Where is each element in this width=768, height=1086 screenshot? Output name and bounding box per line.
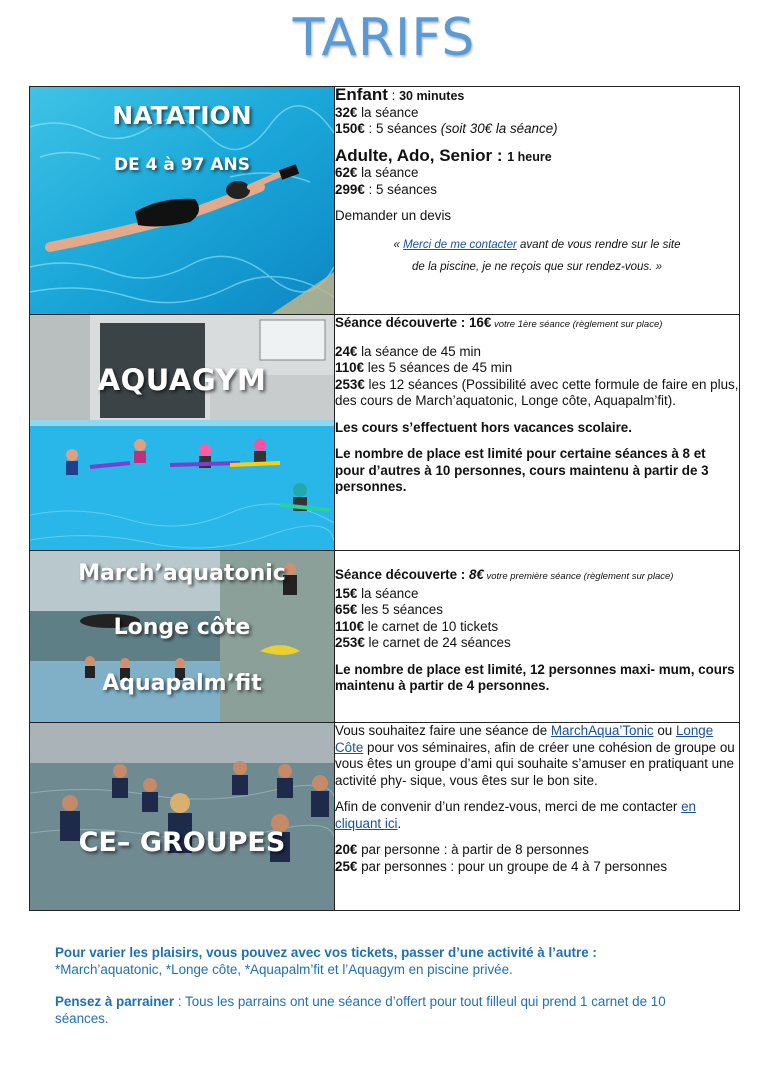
row-aquagym xyxy=(30,315,740,551)
price: 253€ xyxy=(335,376,365,392)
groupes-photo-cell xyxy=(30,723,335,911)
ce-groupes-label: CE– GROUPES xyxy=(78,827,286,858)
decouverte-heading: Séance découverte : xyxy=(335,315,469,330)
row-groupes xyxy=(30,723,740,911)
price: 15€ xyxy=(335,585,358,601)
price-label: la séance xyxy=(357,104,419,120)
natation-label: NATATION xyxy=(112,101,252,130)
price-label: les 5 séances de 45 min xyxy=(364,360,513,375)
price-label: le carnet de 10 tickets xyxy=(364,618,499,634)
groupes-intro: Vous souhaitez faire une séance de xyxy=(335,723,551,738)
adulte-heading: Adulte, Ado, Senior : xyxy=(335,145,508,165)
places-limit-note: Le nombre de place est limité, 12 personnes maxi- mum, cours maintenu à partir de 4 personnes. xyxy=(335,661,735,693)
contact-click-link[interactable]: en cliquant ici xyxy=(335,799,697,831)
price: 65€ xyxy=(335,602,358,617)
row-marche xyxy=(30,551,740,723)
price: 253€ xyxy=(335,635,365,650)
hors-vacances-note: Les cours s’effectuent hors vacances scolaire. xyxy=(335,419,632,435)
decouverte-price: 16€ xyxy=(468,315,492,330)
price: 62€ xyxy=(335,165,358,180)
row-natation xyxy=(30,87,740,315)
varier-text: *March’aquatonic, *Longe côte, *Aquapalm’fit et l’Aquagym en piscine privée. xyxy=(55,962,513,977)
contact-text: avant de vous rendre sur le site xyxy=(516,238,681,251)
contact-text-line2: de la piscine, je ne reçois que sur rendez-vous. » xyxy=(412,261,662,273)
quote-open: « xyxy=(393,238,404,251)
decouverte-note: votre 1ère séance (règlement sur place) xyxy=(491,319,663,330)
aquagym-prices xyxy=(335,315,740,551)
price-label: le carnet de 24 séances xyxy=(364,635,511,650)
natation-photo-cell xyxy=(30,87,335,315)
adulte-duration: 1 heure xyxy=(507,149,552,164)
price: 110€ xyxy=(335,618,365,634)
decouverte-heading: Séance découverte : xyxy=(335,567,469,582)
aquagym-pool-photo xyxy=(30,315,334,551)
varier-heading: Pour varier les plaisirs, vous pouvez avec vos tickets, passer d’une activité à l’autre : xyxy=(55,945,597,960)
contact-link[interactable]: Merci de me contacter xyxy=(403,238,517,251)
aquagym-label: AQUAGYM xyxy=(97,363,267,397)
price: 110€ xyxy=(335,360,365,375)
groupes-intro-2: pour vos séminaires, afin de créer une cohésion de groupe ou vous êtes un groupe d’ami qui souhaite s’amuser en pratiquant une activité phy- sique, vous êtes sur le bon site. xyxy=(335,739,735,788)
devis-text: Demander un devis xyxy=(335,208,452,223)
marchaquatonic-label: March’aquatonic xyxy=(78,561,286,586)
decouverte-price: 8€ xyxy=(468,567,484,582)
marche-photo-cell xyxy=(30,551,335,723)
price-label: : 5 séances xyxy=(364,181,438,197)
price: 25€ xyxy=(335,858,358,874)
price-note: (soit 30€ la séance) xyxy=(440,121,558,136)
price-label: la séance xyxy=(357,165,419,180)
natation-age-label: DE 4 à 97 ANS xyxy=(114,155,250,175)
price-label: les 5 séances xyxy=(357,602,443,617)
price-label: la séance de 45 min xyxy=(357,343,481,359)
rdv-text: Afin de convenir d’un rendez-vous, merci de me contacter xyxy=(335,799,682,814)
groupes-or: ou xyxy=(653,723,676,738)
tarifs-table xyxy=(29,86,740,911)
price-label: : 5 séances xyxy=(364,121,441,136)
longe-cote-link[interactable]: Longe Côte xyxy=(335,723,714,755)
marche-prices xyxy=(335,551,740,723)
price: 299€ xyxy=(335,181,365,197)
longe-cote-label: Longe côte xyxy=(113,615,251,640)
price: 32€ xyxy=(335,104,358,120)
page-title: TARIFS xyxy=(292,8,476,68)
price-label: les 12 séances (Possibilité avec cette formule de faire en plus, des cours de March’aquatonic, Longe côte, Aquapalm’fit). xyxy=(335,376,739,408)
marchaquatonic-link[interactable]: MarchAqua’Tonic xyxy=(550,723,654,738)
decouverte-note: votre première séance (règlement sur place) xyxy=(483,571,674,582)
rdv-end: . xyxy=(397,815,402,831)
price: 150€ xyxy=(335,121,365,136)
places-limit-note: Le nombre de place est limité pour certaine séances à 8 et pour d’autres à 10 personnes, cours maintenu à partir de 3 personnes. xyxy=(335,446,709,494)
footer-notes xyxy=(55,944,715,1027)
parrainer-text: : Tous les parrains ont une séance d’offert pour tout filleul qui prend 1 carnet de 10 séances. xyxy=(55,994,666,1026)
aquagym-photo-cell xyxy=(30,315,335,551)
price-label: par personne : à partir de 8 personnes xyxy=(357,842,589,857)
price-label: la séance xyxy=(357,585,419,601)
groupes-prices xyxy=(335,723,740,911)
enfant-heading: Enfant xyxy=(335,85,388,104)
natation-prices: Enfant : 30 minutes 32€ la séance 150€ : 5 séances (soit 30€ la séance) Adulte, Ado, Senior : 1 heure 62€ la séance 299€ : 5 séances Demander un devis « Merci de me contacter avant de vous rendre sur le site de la piscine, je ne reçois que sur rendez-vous. » xyxy=(335,87,740,315)
price-label: par personnes : pour un groupe de 4 à 7 personnes xyxy=(357,858,668,874)
group-in-sea-photo xyxy=(30,723,334,911)
parrainer-heading: Pensez à parrainer xyxy=(55,994,175,1009)
price: 24€ xyxy=(335,343,358,359)
enfant-duration: 30 minutes xyxy=(399,89,465,103)
price: 20€ xyxy=(335,842,358,857)
aquapalmfit-label: Aquapalm’fit xyxy=(102,671,262,696)
